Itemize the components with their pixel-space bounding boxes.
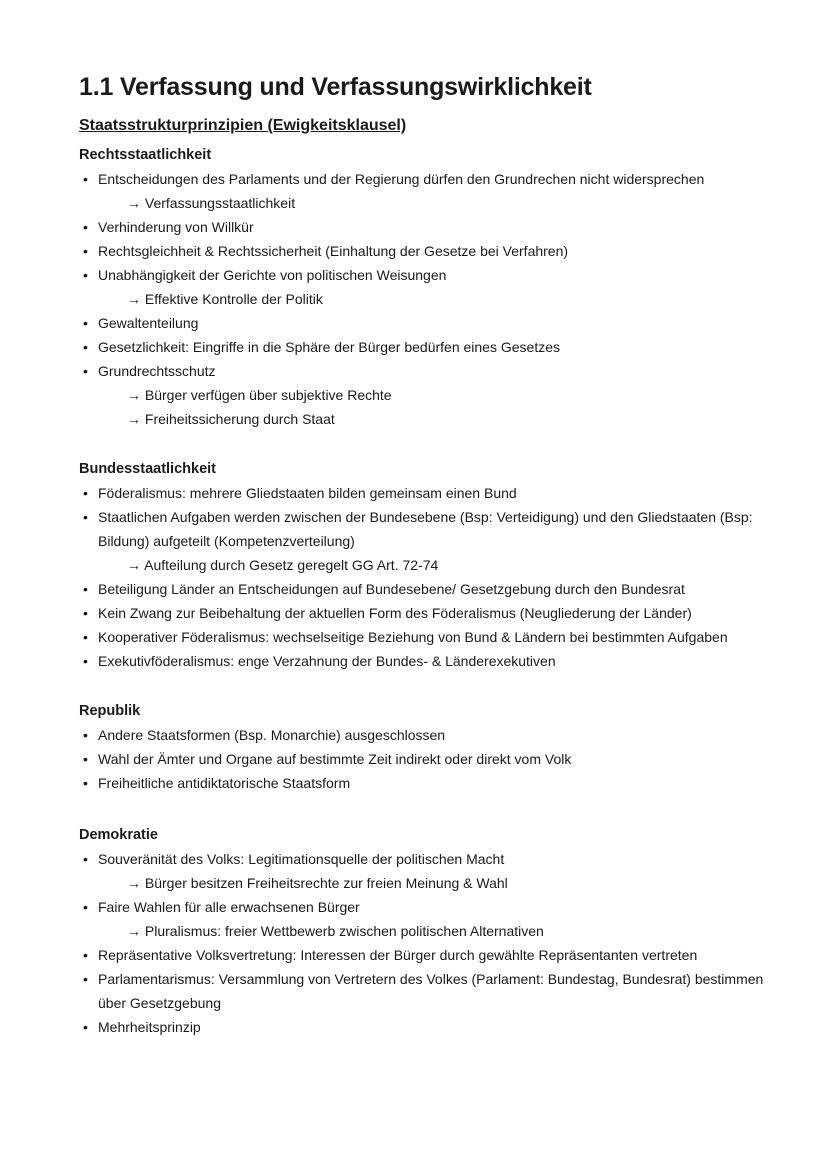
bullet-list [79,481,779,673]
list-item: • Wahl der Ämter und Organe auf bestimmte Zeit indirekt oder direkt vom Volk [79,747,779,771]
list-item: • Faire Wahlen für alle erwachsenen Bürger [79,895,779,919]
list-item: • Föderalismus: mehrere Gliedstaaten bilden gemeinsam einen Bund [79,481,779,505]
section-heading: Republik [79,703,141,719]
section-rechtsstaatlichkeit [79,143,779,431]
bullet-list [79,847,779,1039]
bullet-list [79,723,779,795]
list-item: • Verhinderung von Willkür [79,215,779,239]
list-item: • Grundrechtsschutz [79,359,779,383]
section-heading: Demokratie [79,827,158,843]
list-item: • Gesetzlichkeit: Eingriffe in die Sphäre der Bürger bedürfen eines Gesetzes [79,335,779,359]
section-demokratie [79,823,779,1039]
list-item: • Souveränität des Volks: Legitimationsquelle der politischen Macht [79,847,779,871]
list-item: • Staatlichen Aufgaben werden zwischen der Bundesebene (Bsp: Verteidigung) und den Gliedstaaten (Bsp: Bildung) aufgeteilt (Kompetenzverteilung) [79,505,770,553]
sub-list-item: → Pluralismus: freier Wettbewerb zwischen politischen Alternativen [127,923,544,939]
sub-list-item: → Verfassungsstaatlichkeit [127,195,296,211]
sub-list-item: → Bürger verfügen über subjektive Rechte [127,387,392,403]
list-item: • Mehrheitsprinzip [79,1015,779,1039]
list-item: • Rechtsgleichheit & Rechtssicherheit (Einhaltung der Gesetze bei Verfahren) [79,239,779,263]
sub-list-item: → Aufteilung durch Gesetz geregelt GG Art. 72-74 [127,557,439,573]
list-item: • Parlamentarismus: Versammlung von Vertretern des Volkes (Parlament: Bundestag, Bundesrat) bestimmen über Gesetzgebung [79,967,770,1015]
page-subtitle: Staatsstrukturprinzipien (Ewigkeitsklausel) [79,117,407,134]
sub-list-item: → Bürger besitzen Freiheitsrechte zur freien Meinung & Wahl [127,875,508,891]
sub-list-item: → Effektive Kontrolle der Politik [127,291,323,307]
list-item: • Kein Zwang zur Beibehaltung der aktuellen Form des Föderalismus (Neugliederung der Länder) [79,601,779,625]
list-item: • Freiheitliche antidiktatorische Staatsform [79,771,779,795]
section-heading: Bundesstaatlichkeit [79,461,216,477]
section-heading: Rechtsstaatlichkeit [79,147,212,163]
list-item: • Repräsentative Volksvertretung: Interessen der Bürger durch gewählte Repräsentanten vertreten [79,943,779,967]
list-item: • Kooperativer Föderalismus: wechselseitige Beziehung von Bund & Ländern bei bestimmten Aufgaben [79,625,779,649]
bullet-list [79,167,779,431]
section-bundesstaatlichkeit [79,457,779,673]
page-title: 1.1 Verfassung und Verfassungswirklichkeit [79,73,592,101]
list-item: • Exekutivföderalismus: enge Verzahnung der Bundes- & Länderexekutiven [79,649,779,673]
list-item: • Unabhängigkeit der Gerichte von politischen Weisungen [79,263,779,287]
sub-list-item: → Freiheitssicherung durch Staat [127,411,335,427]
list-item: • Beteiligung Länder an Entscheidungen auf Bundesebene/ Gesetzgebung durch den Bundesrat [79,577,779,601]
list-item: • Gewaltenteilung [79,311,779,335]
list-item: • Andere Staatsformen (Bsp. Monarchie) ausgeschlossen [79,723,779,747]
list-item: • Entscheidungen des Parlaments und der Regierung dürfen den Grundrechen nicht widersprechen [79,167,779,191]
section-republik [79,699,779,795]
